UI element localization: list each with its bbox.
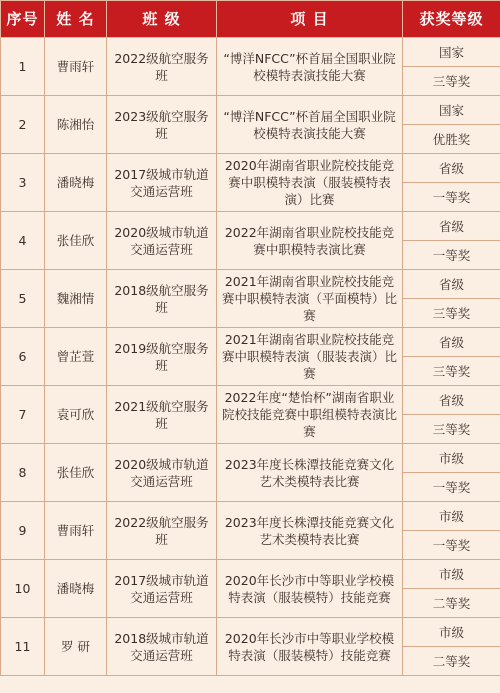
cell-index: 1 bbox=[1, 38, 45, 96]
cell-name: 罗 研 bbox=[45, 618, 107, 676]
cell-award-grade: 二等奖 bbox=[403, 647, 500, 676]
header-class: 班 级 bbox=[107, 1, 217, 38]
cell-index: 6 bbox=[1, 328, 45, 386]
cell-index: 5 bbox=[1, 270, 45, 328]
cell-award-level: 省级 bbox=[403, 154, 500, 183]
cell-award-level: 国家 bbox=[403, 96, 500, 125]
cell-index: 4 bbox=[1, 212, 45, 270]
cell-award-level: 省级 bbox=[403, 212, 500, 241]
table-row bbox=[1, 212, 500, 241]
table-row bbox=[1, 444, 500, 473]
cell-class: 2022级航空服务班 bbox=[107, 38, 217, 96]
table-row bbox=[1, 502, 500, 531]
cell-project: 2020年长沙市中等职业学校模特表演（服装模特）技能竞赛 bbox=[217, 618, 403, 676]
cell-award-grade: 一等奖 bbox=[403, 183, 500, 212]
cell-index: 3 bbox=[1, 154, 45, 212]
cell-project: 2020年湖南省职业院校技能竞赛中职模特表演（服装模特表演）比赛 bbox=[217, 154, 403, 212]
cell-project: “博洋NFCC”杯首届全国职业院校模特表演技能大赛 bbox=[217, 38, 403, 96]
table-row bbox=[1, 96, 500, 125]
cell-name: 袁可欣 bbox=[45, 386, 107, 444]
cell-class: 2017级城市轨道交通运营班 bbox=[107, 560, 217, 618]
cell-award-grade: 优胜奖 bbox=[403, 125, 500, 154]
cell-class: 2023级航空服务班 bbox=[107, 96, 217, 154]
cell-project: 2023年度长株潭技能竞赛文化艺术类模特表比赛 bbox=[217, 444, 403, 502]
cell-project: 2023年度长株潭技能竞赛文化艺术类模特表比赛 bbox=[217, 502, 403, 560]
cell-class: 2017级城市轨道交通运营班 bbox=[107, 154, 217, 212]
cell-name: 潘晓梅 bbox=[45, 154, 107, 212]
cell-project: “博洋NFCC”杯首届全国职业院校模特表演技能大赛 bbox=[217, 96, 403, 154]
cell-award-grade: 一等奖 bbox=[403, 241, 500, 270]
cell-award-grade: 一等奖 bbox=[403, 473, 500, 502]
cell-award-level: 省级 bbox=[403, 386, 500, 415]
header-row bbox=[1, 1, 500, 38]
header-project: 项 目 bbox=[217, 1, 403, 38]
cell-award-level: 国家 bbox=[403, 38, 500, 67]
cell-index: 7 bbox=[1, 386, 45, 444]
table-row bbox=[1, 270, 500, 299]
cell-index: 10 bbox=[1, 560, 45, 618]
cell-class: 2022级航空服务班 bbox=[107, 502, 217, 560]
cell-project: 2020年长沙市中等职业学校模特表演（服装模特）技能竞赛 bbox=[217, 560, 403, 618]
cell-award-level: 省级 bbox=[403, 270, 500, 299]
cell-award-level: 市级 bbox=[403, 618, 500, 647]
header-name: 姓 名 bbox=[45, 1, 107, 38]
cell-award-level: 市级 bbox=[403, 502, 500, 531]
cell-award-grade: 二等奖 bbox=[403, 589, 500, 618]
cell-award-grade: 一等奖 bbox=[403, 531, 500, 560]
table-row bbox=[1, 386, 500, 415]
cell-index: 8 bbox=[1, 444, 45, 502]
table-row bbox=[1, 154, 500, 183]
cell-index: 2 bbox=[1, 96, 45, 154]
cell-award-level: 省级 bbox=[403, 328, 500, 357]
cell-project: 2022年度“楚怡杯”湖南省职业院校技能竞赛中职组模特表演比赛 bbox=[217, 386, 403, 444]
cell-class: 2018级城市轨道交通运营班 bbox=[107, 618, 217, 676]
table-row bbox=[1, 560, 500, 589]
cell-project: 2021年湖南省职业院校技能竞赛中职模特表演（服装表演）比赛 bbox=[217, 328, 403, 386]
cell-class: 2020级城市轨道交通运营班 bbox=[107, 212, 217, 270]
cell-class: 2018级航空服务班 bbox=[107, 270, 217, 328]
cell-name: 魏湘情 bbox=[45, 270, 107, 328]
cell-class: 2020级城市轨道交通运营班 bbox=[107, 444, 217, 502]
cell-project: 2021年湖南省职业院校技能竞赛中职模特表演（平面模特）比赛 bbox=[217, 270, 403, 328]
cell-name: 陈湘怡 bbox=[45, 96, 107, 154]
cell-award-level: 市级 bbox=[403, 444, 500, 473]
table-row bbox=[1, 618, 500, 647]
cell-project: 2022年湖南省职业院校技能竞赛中职模特表演比赛 bbox=[217, 212, 403, 270]
cell-class: 2019级航空服务班 bbox=[107, 328, 217, 386]
header-index: 序号 bbox=[1, 1, 45, 38]
cell-index: 11 bbox=[1, 618, 45, 676]
cell-award-grade: 三等奖 bbox=[403, 67, 500, 96]
cell-name: 张佳欣 bbox=[45, 444, 107, 502]
cell-award-grade: 三等奖 bbox=[403, 357, 500, 386]
cell-name: 曹雨轩 bbox=[45, 38, 107, 96]
cell-award-grade: 三等奖 bbox=[403, 299, 500, 328]
table-row bbox=[1, 328, 500, 357]
table-row bbox=[1, 38, 500, 67]
cell-name: 曹雨轩 bbox=[45, 502, 107, 560]
cell-award-grade: 三等奖 bbox=[403, 415, 500, 444]
table-body bbox=[1, 38, 500, 676]
header-award: 获奖等级 bbox=[403, 1, 500, 38]
cell-class: 2021级航空服务班 bbox=[107, 386, 217, 444]
cell-name: 张佳欣 bbox=[45, 212, 107, 270]
cell-name: 潘晓梅 bbox=[45, 560, 107, 618]
cell-name: 曾芷萱 bbox=[45, 328, 107, 386]
cell-award-level: 市级 bbox=[403, 560, 500, 589]
cell-index: 9 bbox=[1, 502, 45, 560]
